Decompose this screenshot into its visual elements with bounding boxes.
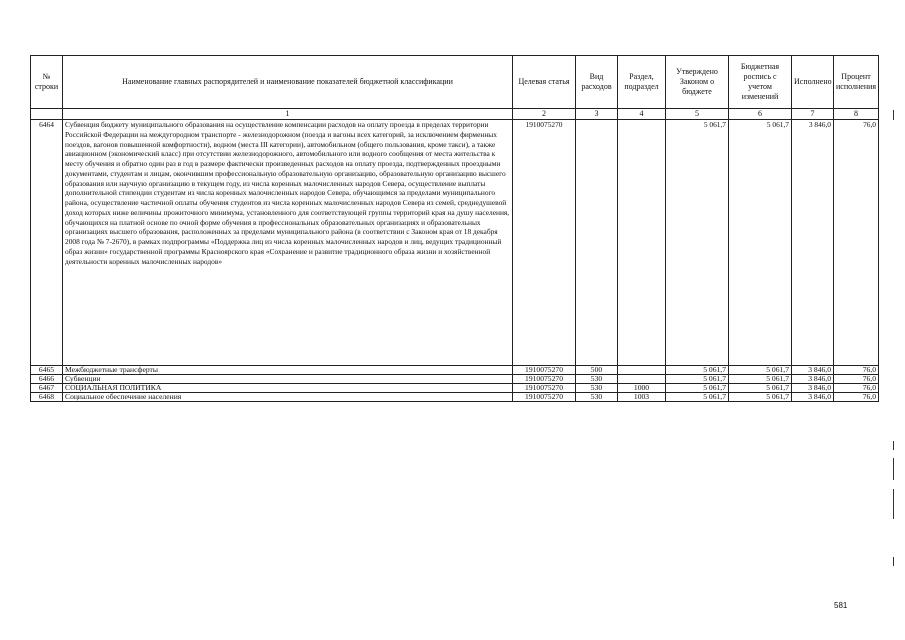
column-number [31,109,63,120]
scan-edge-mark [893,489,894,519]
row-kind: 530 [576,375,618,384]
row-target: 1910075270 [513,375,576,384]
column-number: 1 [63,109,513,120]
row-executed: 3 846,0 [792,375,834,384]
row-executed: 3 846,0 [792,120,834,366]
column-number: 6 [729,109,792,120]
scan-edge-mark [893,110,894,120]
row-section: 1000 [618,384,666,393]
scan-edge-mark [893,458,894,480]
header-row-no: № строки [31,56,63,109]
header-section: Раздел, подраздел [618,56,666,109]
row-schedule: 5 061,7 [729,366,792,375]
row-name: Субвенции [63,375,513,384]
scan-edge-mark [893,441,894,450]
row-section [618,120,666,366]
row-approved: 5 061,7 [666,366,729,375]
row-approved: 5 061,7 [666,120,729,366]
row-number: 6464 [31,120,63,366]
row-section: 1003 [618,393,666,402]
column-number: 3 [576,109,618,120]
column-number: 4 [618,109,666,120]
row-percent: 76,0 [834,120,879,366]
scan-edge-mark [893,557,894,566]
row-target: 1910075270 [513,120,576,366]
row-name: Субвенция бюджету муниципального образования на осуществление компенсации расходов на оплату проезда в пределах территории Российской Федерации на междугородном транспорте - железнодорожном (поезда и вагоны всех категорий, за исключением фирменных поездов, вагонов повышенной комфортности), водном (места III категории), автомобильном (общего пользования, кроме такси), а также авиационном (экономический класс) при отсутствии железнодорожного, автомобильного или водного сообщения от места жительства к месту обучения и обратно один раз в год в размере фактически произведенных расходов на оплату проезда, подтвержденных проездными документами, студентам и лицам, окончившим профессиональную образовательную организацию, образовательную организацию высшего образования или научную организацию в текущем году, из числа коренных малочисленных народов Севера, осуществление выплаты дополнительной стипендии студентам из числа коренных малочисленных народов Севера, обучающимся за пределами муниципального района, осуществление частичной оплаты обучения студентов из числа коренных малочисленных народов Севера из семей, среднедушевой доход которых ниже величины прожиточного минимума, установленного для соответствующей группы территорий края на душу населения, обучающихся на платной основе по очной форме обучения в профессиональных образовательных организациях и образовательных организациях высшего образования, расположенных за пределами муниципального района (в соответствии с Законом края от 18 декабря 2008 года № 7-2670), в рамках подпрограммы «Поддержка лиц из числа коренных малочисленных народов и лиц, ведущих традиционный образ жизни» государственной программы Красноярского края «Сохранение и развитие традиционного образа жизни и хозяйственной деятельности коренных малочисленных народов» [63,120,513,366]
row-percent: 76,0 [834,393,879,402]
budget-table [30,55,879,402]
row-name: Социальное обеспечение населения [63,393,513,402]
row-kind [576,120,618,366]
row-section [618,366,666,375]
row-schedule: 5 061,7 [729,120,792,366]
table-row [31,393,879,402]
row-executed: 3 846,0 [792,366,834,375]
header-schedule: Бюджетная роспись с учетом изменений [729,56,792,109]
column-number: 5 [666,109,729,120]
row-number: 6468 [31,393,63,402]
header-executed: Исполнено [792,56,834,109]
page-number: 581 [834,601,848,610]
row-schedule: 5 061,7 [729,393,792,402]
row-name: СОЦИАЛЬНАЯ ПОЛИТИКА [63,384,513,393]
row-kind: 530 [576,393,618,402]
column-number: 7 [792,109,834,120]
row-name: Межбюджетные трансферты [63,366,513,375]
row-target: 1910075270 [513,366,576,375]
header-percent: Процент исполнения [834,56,879,109]
header-kind: Вид расходов [576,56,618,109]
row-percent: 76,0 [834,366,879,375]
row-number: 6466 [31,375,63,384]
header-row [31,56,879,109]
row-number: 6467 [31,384,63,393]
row-executed: 3 846,0 [792,393,834,402]
row-number: 6465 [31,366,63,375]
column-number-row [31,109,879,120]
table-row [31,366,879,375]
row-target: 1910075270 [513,384,576,393]
row-target: 1910075270 [513,393,576,402]
header-approved: Утверждено Законом о бюджете [666,56,729,109]
row-kind: 530 [576,384,618,393]
row-kind: 500 [576,366,618,375]
row-approved: 5 061,7 [666,375,729,384]
row-executed: 3 846,0 [792,384,834,393]
column-number: 8 [834,109,879,120]
table-row [31,120,879,366]
header-target: Целевая статья [513,56,576,109]
row-schedule: 5 061,7 [729,375,792,384]
row-approved: 5 061,7 [666,393,729,402]
row-percent: 76,0 [834,375,879,384]
row-approved: 5 061,7 [666,384,729,393]
row-schedule: 5 061,7 [729,384,792,393]
row-percent: 76,0 [834,384,879,393]
column-number: 2 [513,109,576,120]
header-name: Наименование главных распорядителей и наименование показателей бюджетной классификации [63,56,513,109]
